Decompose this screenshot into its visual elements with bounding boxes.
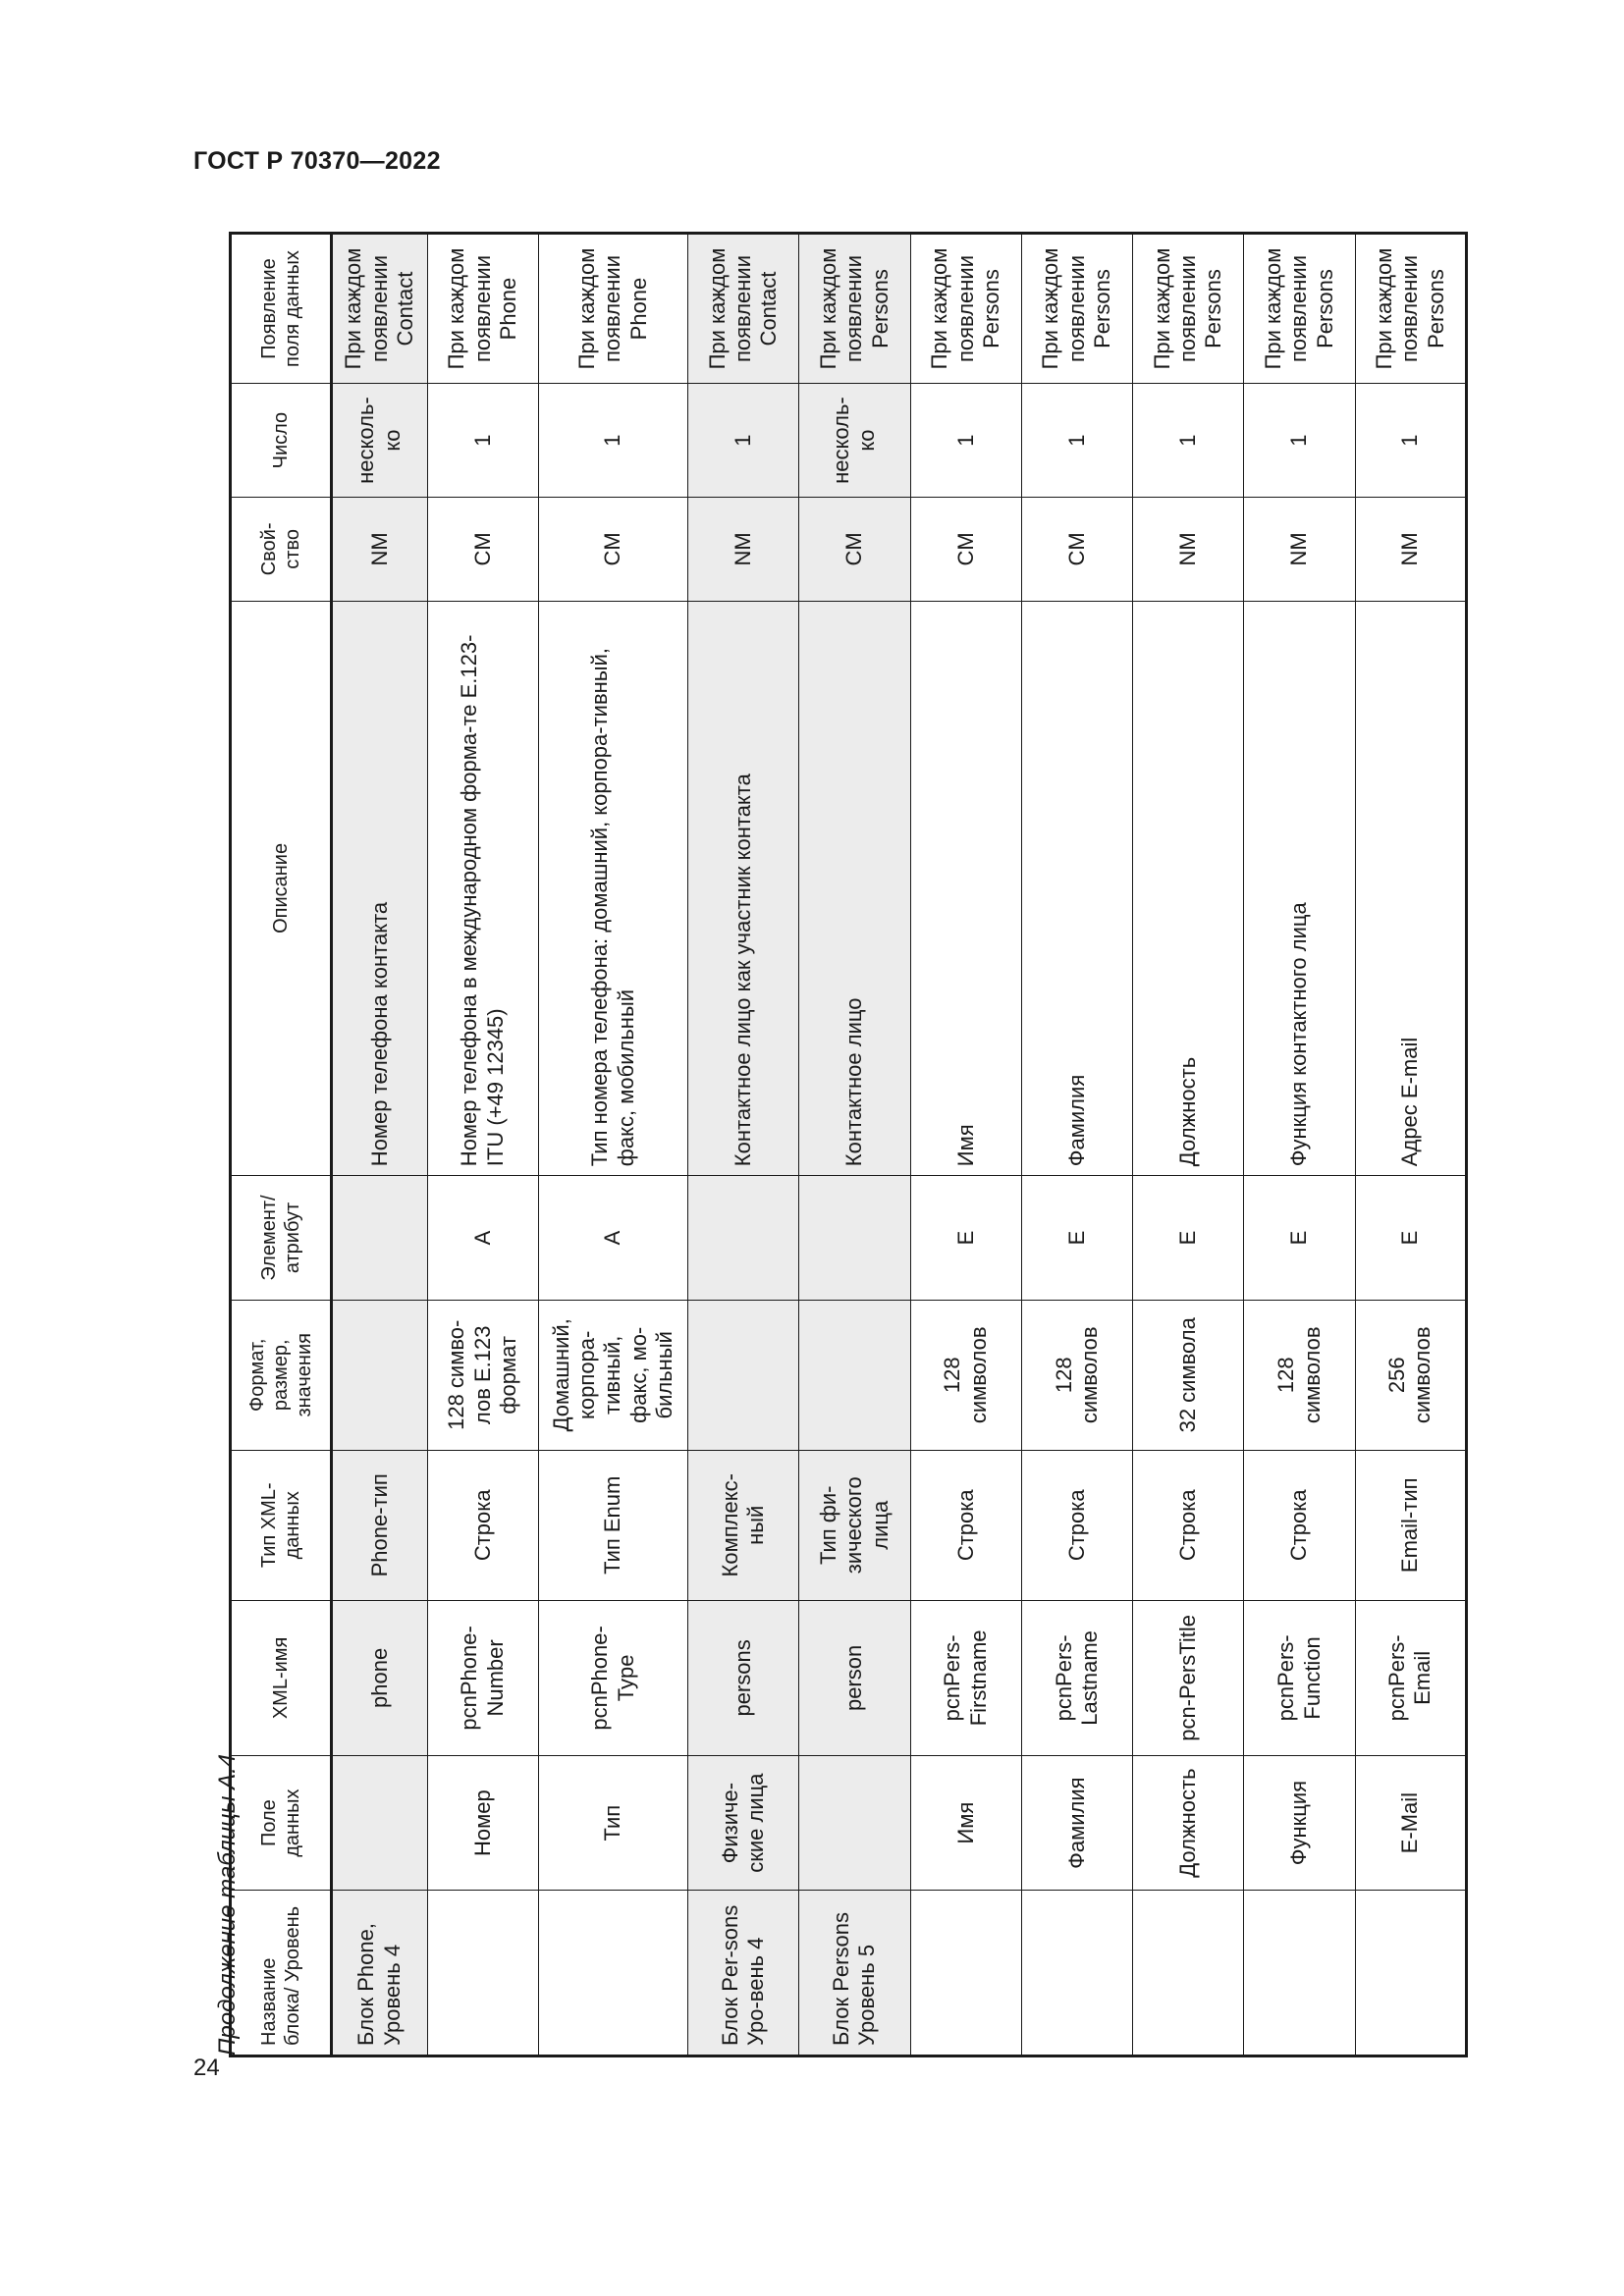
- cell-count: несколь-ко: [332, 384, 428, 498]
- cell-field: Тип: [538, 1756, 687, 1891]
- cell-field: Функция: [1244, 1756, 1355, 1891]
- cell-field: [799, 1756, 910, 1891]
- cell-property: NM: [1355, 498, 1466, 602]
- cell-block: [1355, 1891, 1466, 2056]
- cell-description: Фамилия: [1021, 601, 1132, 1176]
- cell-occurrence: При каждом появлении Persons: [1021, 234, 1132, 384]
- cell-field: Фамилия: [1021, 1756, 1132, 1891]
- cell-property: CM: [910, 498, 1021, 602]
- cell-property: NM: [332, 498, 428, 602]
- cell-block: Блок Phone, Уровень 4: [332, 1891, 428, 2056]
- cell-description: Адрес E-mail: [1355, 601, 1466, 1176]
- cell-xml-name: pcnPhone-Type: [538, 1600, 687, 1755]
- cell-block: Блок Per-sons Уро-вень 4: [688, 1891, 799, 2056]
- table-row: [910, 234, 1021, 2056]
- cell-xml-type: Комплекс-ный: [688, 1450, 799, 1600]
- cell-occurrence: При каждом появлении Contact: [688, 234, 799, 384]
- cell-xml-type: Тип Enum: [538, 1450, 687, 1600]
- cell-occurrence: При каждом появлении Persons: [1133, 234, 1244, 384]
- cell-count: 1: [538, 384, 687, 498]
- cell-occurrence: При каждом появлении Contact: [332, 234, 428, 384]
- cell-occurrence: При каждом появлении Persons: [1244, 234, 1355, 384]
- table-row: [538, 234, 687, 2056]
- table-row: [1021, 234, 1132, 2056]
- cell-format: [799, 1300, 910, 1450]
- cell-format: Домашний, корпора-тивный, факс, мо-бильный: [538, 1300, 687, 1450]
- cell-xml-type: Email-тип: [1355, 1450, 1466, 1600]
- document-header: ГОСТ Р 70370—2022: [193, 147, 441, 175]
- cell-element: E: [910, 1176, 1021, 1301]
- cell-occurrence: При каждом появлении Phone: [427, 234, 538, 384]
- cell-field: [332, 1756, 428, 1891]
- cell-property: CM: [1021, 498, 1132, 602]
- column-header: XML-имя: [231, 1600, 332, 1755]
- table-row: [1355, 234, 1466, 2056]
- cell-occurrence: При каждом появлении Persons: [910, 234, 1021, 384]
- table-body: [332, 234, 1467, 2056]
- cell-count: 1: [1021, 384, 1132, 498]
- table-row: [427, 234, 538, 2056]
- cell-block: [538, 1891, 687, 2056]
- cell-property: CM: [538, 498, 687, 602]
- cell-block: Блок Persons Уровень 5: [799, 1891, 910, 2056]
- cell-count: 1: [427, 384, 538, 498]
- cell-count: 1: [910, 384, 1021, 498]
- cell-format: 128 символов: [1244, 1300, 1355, 1450]
- cell-count: 1: [1244, 384, 1355, 498]
- table-caption: Продолжение таблицы А.4: [214, 1753, 241, 2056]
- cell-description: Тип номера телефона: домашний, корпора-тивный, факс, мобильный: [538, 601, 687, 1176]
- cell-occurrence: При каждом появлении Phone: [538, 234, 687, 384]
- cell-occurrence: При каждом появлении Persons: [799, 234, 910, 384]
- cell-property: CM: [799, 498, 910, 602]
- cell-field: E-Mail: [1355, 1756, 1466, 1891]
- column-header: Формат, размер, значения: [231, 1300, 332, 1450]
- cell-description: Имя: [910, 601, 1021, 1176]
- column-header: Число: [231, 384, 332, 498]
- page-number: 24: [193, 2055, 220, 2081]
- cell-xml-name: pcn-PersTitle: [1133, 1600, 1244, 1755]
- column-header: Тип XML-данных: [231, 1450, 332, 1600]
- cell-xml-type: Phone-тип: [332, 1450, 428, 1600]
- cell-count: 1: [688, 384, 799, 498]
- data-table: [229, 232, 1468, 2057]
- cell-format: 128 симво-лов E.123 формат: [427, 1300, 538, 1450]
- cell-element: E: [1244, 1176, 1355, 1301]
- header-row: [231, 234, 332, 2056]
- cell-count: 1: [1133, 384, 1244, 498]
- cell-block: [910, 1891, 1021, 2056]
- cell-property: NM: [1133, 498, 1244, 602]
- cell-property: NM: [688, 498, 799, 602]
- cell-format: 32 символа: [1133, 1300, 1244, 1450]
- cell-block: [427, 1891, 538, 2056]
- cell-field: Имя: [910, 1756, 1021, 1891]
- cell-xml-name: persons: [688, 1600, 799, 1755]
- cell-field: Физиче-ские лица: [688, 1756, 799, 1891]
- cell-description: Контактное лицо: [799, 601, 910, 1176]
- cell-xml-name: pcnPers-Lastname: [1021, 1600, 1132, 1755]
- cell-description: Должность: [1133, 601, 1244, 1176]
- cell-xml-type: Строка: [910, 1450, 1021, 1600]
- cell-xml-name: pcnPers-Firstname: [910, 1600, 1021, 1755]
- cell-format: [332, 1300, 428, 1450]
- table-row: [1133, 234, 1244, 2056]
- cell-format: 256 символов: [1355, 1300, 1466, 1450]
- column-header: Элемент/ атрибут: [231, 1176, 332, 1301]
- table-row: [799, 234, 910, 2056]
- cell-format: [688, 1300, 799, 1450]
- cell-xml-type: Тип фи-зического лица: [799, 1450, 910, 1600]
- table-wrapper: [229, 232, 1468, 2057]
- cell-format: 128 символов: [1021, 1300, 1132, 1450]
- cell-element: E: [1355, 1176, 1466, 1301]
- cell-xml-name: pcnPers-Function: [1244, 1600, 1355, 1755]
- cell-element: E: [1021, 1176, 1132, 1301]
- cell-property: CM: [427, 498, 538, 602]
- cell-element: A: [427, 1176, 538, 1301]
- cell-property: NM: [1244, 498, 1355, 602]
- table-row: [688, 234, 799, 2056]
- cell-xml-type: Строка: [427, 1450, 538, 1600]
- cell-block: [1133, 1891, 1244, 2056]
- column-header: Название блока/ Уровень: [231, 1891, 332, 2056]
- cell-element: [688, 1176, 799, 1301]
- cell-occurrence: При каждом появлении Persons: [1355, 234, 1466, 384]
- table-row: [1244, 234, 1355, 2056]
- cell-xml-type: Строка: [1133, 1450, 1244, 1600]
- cell-element: [332, 1176, 428, 1301]
- cell-count: несколь-ко: [799, 384, 910, 498]
- cell-xml-name: person: [799, 1600, 910, 1755]
- column-header: Описание: [231, 601, 332, 1176]
- cell-description: Функция контактного лица: [1244, 601, 1355, 1176]
- table-header: [231, 234, 332, 2056]
- column-header: Появление поля данных: [231, 234, 332, 384]
- cell-description: Номер телефона в международном форма-те E.123-ITU (+49 12345): [427, 601, 538, 1176]
- cell-description: Контактное лицо как участник контакта: [688, 601, 799, 1176]
- cell-xml-name: pcnPhone-Number: [427, 1600, 538, 1755]
- cell-block: [1244, 1891, 1355, 2056]
- cell-xml-name: phone: [332, 1600, 428, 1755]
- column-header: Свой-ство: [231, 498, 332, 602]
- cell-xml-type: Строка: [1244, 1450, 1355, 1600]
- cell-element: A: [538, 1176, 687, 1301]
- cell-element: E: [1133, 1176, 1244, 1301]
- cell-element: [799, 1176, 910, 1301]
- cell-field: Номер: [427, 1756, 538, 1891]
- cell-count: 1: [1355, 384, 1466, 498]
- cell-description: Номер телефона контакта: [332, 601, 428, 1176]
- table-row: [332, 234, 428, 2056]
- column-header: Поле данных: [231, 1756, 332, 1891]
- cell-format: 128 символов: [910, 1300, 1021, 1450]
- cell-xml-name: pcnPers-Email: [1355, 1600, 1466, 1755]
- cell-block: [1021, 1891, 1132, 2056]
- cell-xml-type: Строка: [1021, 1450, 1132, 1600]
- cell-field: Должность: [1133, 1756, 1244, 1891]
